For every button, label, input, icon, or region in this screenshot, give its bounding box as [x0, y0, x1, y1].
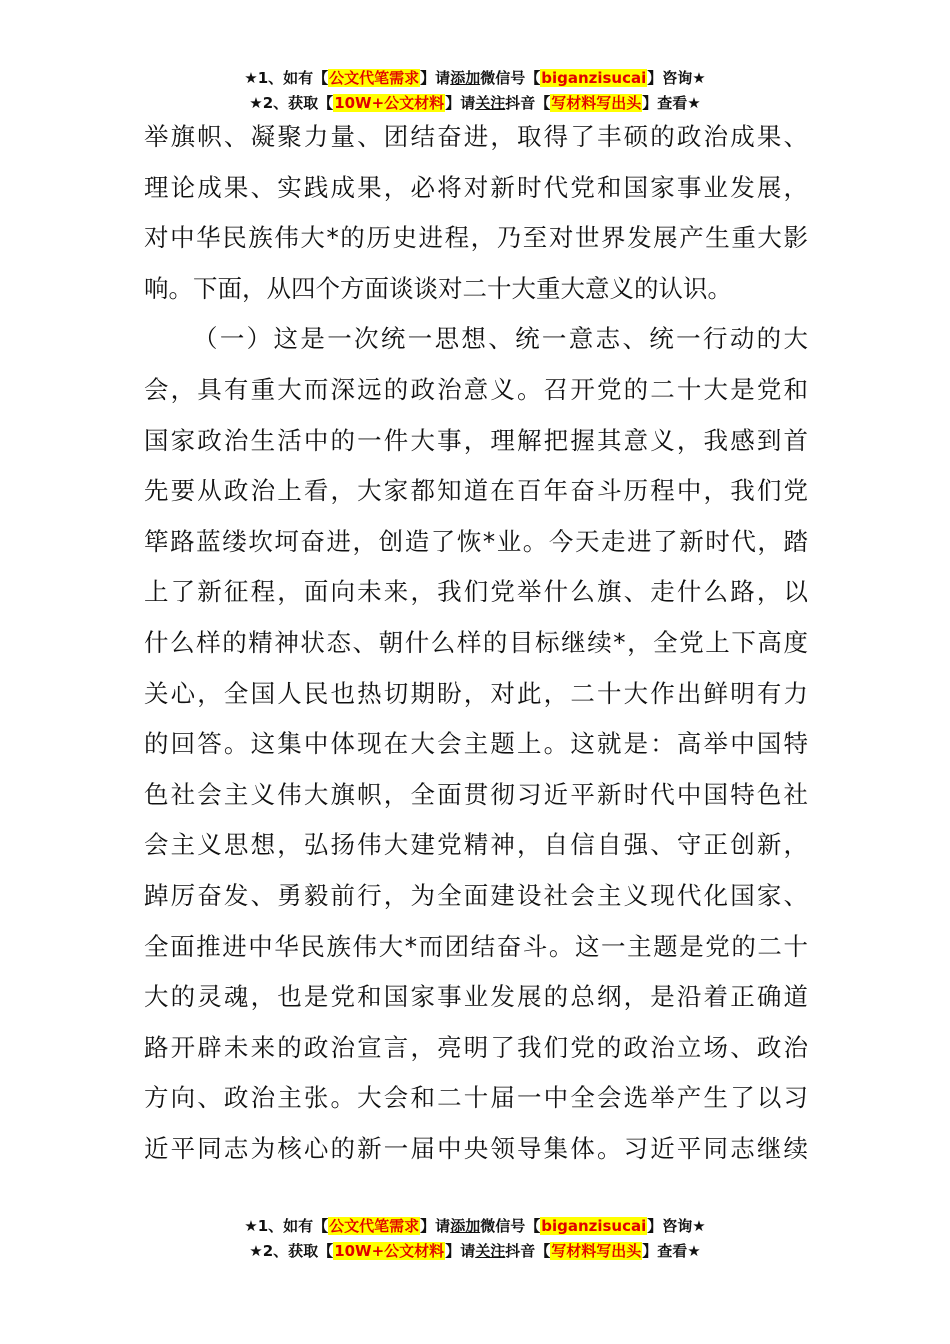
banner-text: ★1、如有【	[244, 69, 329, 87]
text-line: 会主义思想，弘扬伟大建党精神，自信自强、守正创新，	[144, 830, 808, 860]
paragraph-section-one	[144, 314, 808, 1174]
text-line: 对中华民族伟大*的历史进程，乃至对世界发展产生重大影	[144, 223, 808, 253]
banner-text: 】请	[445, 1242, 476, 1260]
banner-emphasis: 添加	[450, 69, 481, 87]
banner-line-2	[0, 1239, 950, 1264]
banner-text: 】查看★	[642, 94, 701, 112]
banner-emphasis: 关注	[475, 94, 506, 112]
text-line: 会，具有重大而深远的政治意义。召开党的二十大是党和	[144, 374, 808, 404]
document-body	[144, 112, 808, 1174]
banner-text: ★2、获取【	[249, 94, 334, 112]
text-line: 国家政治生活中的一件大事，理解把握其意义，我感到首	[144, 425, 808, 455]
highlight-douyin: 写材料写出头	[551, 94, 642, 112]
highlight-materials: 10W+公文材料	[334, 94, 445, 112]
banner-text: 抖音【	[505, 1242, 551, 1260]
banner-text: 】请	[420, 69, 451, 87]
banner-text: 微信号【	[480, 69, 541, 87]
banner-line-1	[0, 66, 950, 91]
banner-text: ★2、获取【	[249, 1242, 334, 1260]
text-line: 先要从政治上看，大家都知道在百年奋斗历程中，我们党	[144, 476, 808, 506]
text-line: （一）这是一次统一思想、统一意志、统一行动的大	[193, 324, 808, 354]
banner-text: ★1、如有【	[244, 1217, 329, 1235]
text-line: 全面推进中华民族伟大*而团结奋斗。这一主题是党的二十	[144, 931, 808, 961]
banner-text: 】请	[445, 94, 476, 112]
banner-line-1	[0, 1214, 950, 1239]
banner-text: 抖音【	[505, 94, 551, 112]
text-line: 上了新征程，面向未来，我们党举什么旗、走什么路，以	[144, 577, 808, 607]
highlight-douyin: 写材料写出头	[551, 1242, 642, 1260]
text-line: 响。下面，从四个方面谈谈对二十大重大意义的认识。	[144, 273, 732, 303]
text-line: 理论成果、实践成果，必将对新时代党和国家事业发展，	[144, 172, 808, 202]
text-line: 近平同志为核心的新一届中央领导集体。习近平同志继续	[144, 1133, 808, 1163]
banner-emphasis: 关注	[475, 1242, 506, 1260]
text-line: 路开辟未来的政治宣言，亮明了我们党的政治立场、政治	[144, 1032, 808, 1062]
banner-text: 】请	[420, 1217, 451, 1235]
header-banner	[0, 66, 950, 116]
text-line: 举旗帜、凝聚力量、团结奋进，取得了丰硕的政治成果、	[144, 122, 808, 151]
highlight-materials: 10W+公文材料	[334, 1242, 445, 1260]
highlight-wechat-id: biganzisucai	[541, 69, 647, 87]
text-line: 什么样的精神状态、朝什么样的目标继续*，全党上下高度	[144, 627, 808, 657]
highlight-service: 公文代笔需求	[329, 1217, 420, 1235]
footer-banner	[0, 1214, 950, 1264]
text-line: 关心，全国人民也热切期盼，对此，二十大作出鲜明有力	[144, 678, 808, 708]
text-line: 方向、政治主张。大会和二十届一中全会选举产生了以习	[144, 1083, 808, 1113]
paragraph-intro	[144, 112, 808, 314]
highlight-wechat-id: biganzisucai	[541, 1217, 647, 1235]
banner-emphasis: 添加	[450, 1217, 481, 1235]
text-line: 筚路蓝缕坎坷奋进，创造了恢*业。今天走进了新时代，踏	[144, 526, 808, 556]
text-line: 色社会主义伟大旗帜，全面贯彻习近平新时代中国特色社	[144, 779, 808, 809]
highlight-service: 公文代笔需求	[329, 69, 420, 87]
text-line: 大的灵魂，也是党和国家事业发展的总纲，是沿着正确道	[144, 982, 808, 1012]
text-line: 的回答。这集中体现在大会主题上。这就是：高举中国特	[144, 729, 808, 759]
banner-text: 】咨询★	[647, 69, 706, 87]
banner-text: 微信号【	[480, 1217, 541, 1235]
banner-text: 】咨询★	[647, 1217, 706, 1235]
banner-text: 】查看★	[642, 1242, 701, 1260]
text-line: 踔厉奋发、勇毅前行，为全面建设社会主义现代化国家、	[144, 880, 808, 910]
